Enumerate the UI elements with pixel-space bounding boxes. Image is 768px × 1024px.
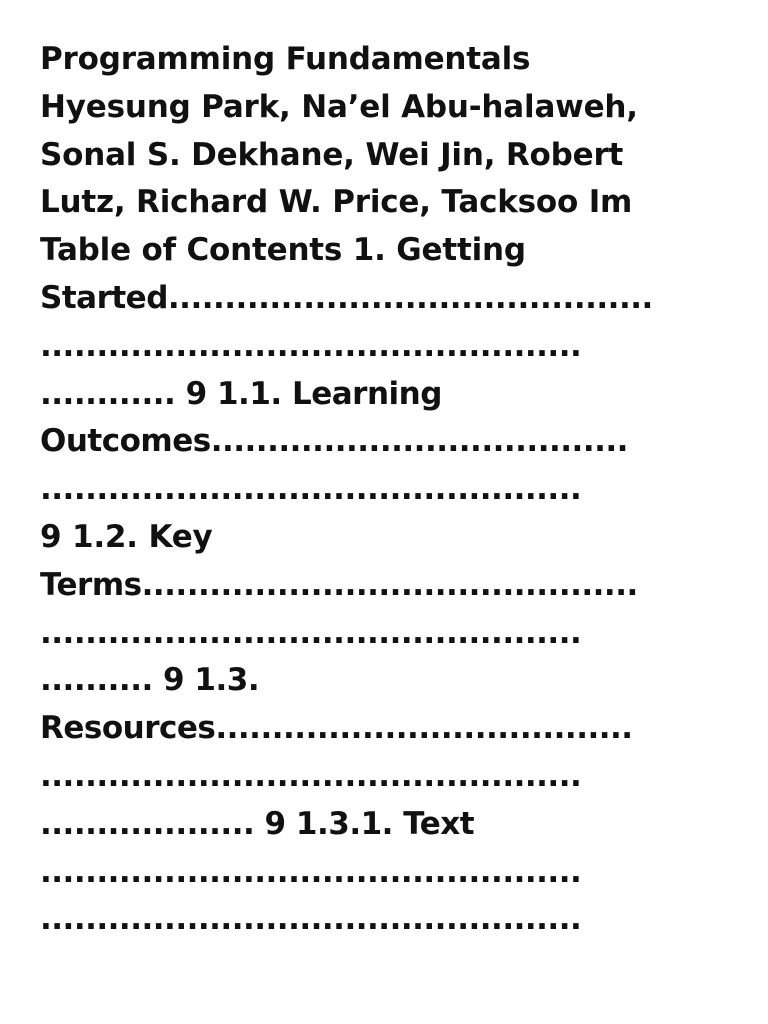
toc-entry-learning-outcomes-start: ............ 9 1.1. Learning	[40, 375, 442, 412]
toc-entry-text: ................... 9 1.3.1. Text	[40, 805, 475, 842]
authors-line-3: Lutz, Richard W. Price, Tacksoo Im	[40, 184, 633, 221]
toc-leader-line: ................................................	[40, 853, 582, 890]
toc-leader-line: ................................................	[40, 901, 582, 938]
toc-entry-learning-outcomes: Outcomes.....................................	[40, 423, 628, 460]
toc-heading-line: Table of Contents 1. Getting	[40, 232, 526, 269]
toc-leader-line: ................................................	[40, 327, 582, 364]
document-title: Programming Fundamentals	[40, 41, 531, 77]
document-page	[40, 36, 680, 944]
toc-entry-resources: Resources.....................................	[40, 710, 633, 747]
toc-entry-getting-started: Started...........................................	[40, 279, 653, 316]
toc-leader-line: ................................................	[40, 757, 582, 794]
toc-entry-key-terms: Terms............................................	[40, 566, 638, 603]
toc-entry-key-terms-start: 9 1.2. Key	[40, 518, 213, 555]
authors-line-1: Hyesung Park, Na’el Abu-halaweh,	[40, 88, 638, 125]
toc-leader-line: ................................................	[40, 614, 582, 651]
toc-leader-line: ................................................	[40, 471, 582, 508]
toc-entry-resources-start: .......... 9 1.3.	[40, 662, 260, 699]
authors-line-2: Sonal S. Dekhane, Wei Jin, Robert	[40, 136, 624, 173]
